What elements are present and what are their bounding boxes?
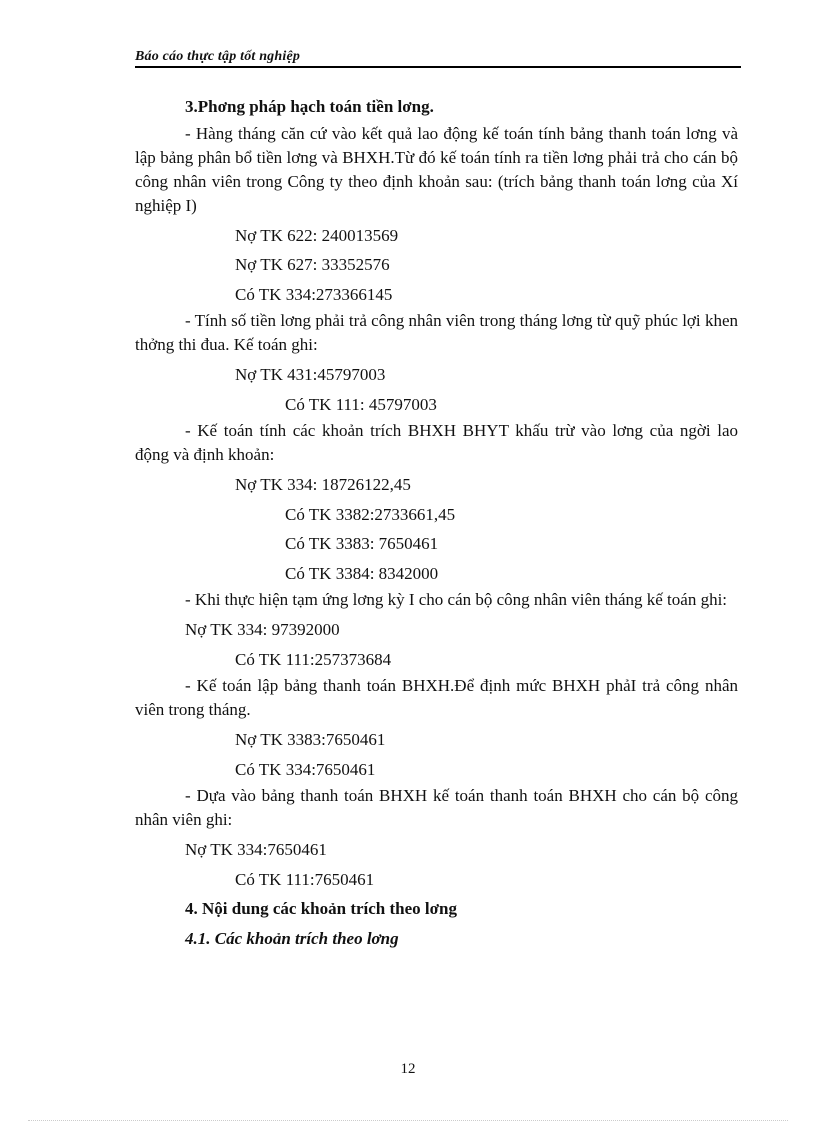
journal-entry: Có TK 3382:2733661,45 (285, 504, 456, 524)
paragraph: - Khi thực hiện tạm ứng lơng kỳ I cho cán bộ công nhân viên tháng kế toán ghi: (185, 590, 728, 609)
section-heading: 3.Phơng pháp hạch toán tiền lơng. (185, 97, 434, 116)
header-title: Báo cáo thực tập tốt nghiệp (135, 49, 301, 64)
paragraph: - Dựa vào bảng thanh toán BHXH kế toán thanh toán BHXH cho cán bộ công nhân viên ghi: (135, 786, 738, 829)
journal-entry: Nợ TK 431:45797003 (235, 365, 386, 384)
journal-entry: Có TK 3383: 7650461 (285, 534, 439, 553)
journal-entry: Có TK 111:7650461 (235, 869, 375, 889)
page-number: 12 (400, 1061, 416, 1077)
journal-entry: Nợ TK 627: 33352576 (235, 255, 390, 274)
journal-entry: Nợ TK 622: 240013569 (235, 225, 399, 245)
document-body (135, 92, 738, 953)
subsection-heading: 4.1. Các khoản trích theo lơng (185, 928, 399, 948)
journal-entry: Nợ TK 334:7650461 (185, 840, 327, 859)
journal-entry: Có TK 111: 45797003 (285, 394, 437, 414)
journal-entry: Nợ TK 334: 18726122,45 (235, 475, 411, 494)
journal-entry: Nợ TK 334: 97392000 (185, 620, 340, 639)
journal-entry: Có TK 3384: 8342000 (285, 563, 439, 583)
journal-entry: Có TK 111:257373684 (235, 649, 392, 669)
page-header (135, 49, 741, 68)
paragraph: - Kế toán tính các khoản trích BHXH BHYT khấu trừ vào lơng của ngời lao động và định khoản: (135, 421, 738, 464)
paragraph: - Tính số tiền lơng phải trả công nhân viên trong tháng lơng từ quỹ phúc lợi khen thởng thi đua. Kế toán ghi: (135, 311, 738, 354)
journal-entry: Nợ TK 3383:7650461 (235, 730, 386, 749)
journal-entry: Có TK 334:273366145 (235, 284, 393, 304)
paragraph: - Kế toán lập bảng thanh toán BHXH.Để định mức BHXH phảI trả công nhân viên trong tháng. (135, 676, 738, 719)
paragraph: - Hàng tháng căn cứ vào kết quả lao động kế toán tính bảng thanh toán lơng và lập bảng phân bổ tiền lơng và BHXH.Từ đó kế toán tính ra tiền lơng phải trả cho cán bộ công nhân viên trong Công ty theo định khoản sau: (trích bảng thanh toán lơng của Xí nghiệp I) (135, 123, 738, 215)
section-heading: 4. Nội dung các khoản trích theo lơng (185, 899, 457, 918)
footer-divider (28, 1120, 788, 1121)
journal-entry: Có TK 334:7650461 (235, 759, 376, 779)
